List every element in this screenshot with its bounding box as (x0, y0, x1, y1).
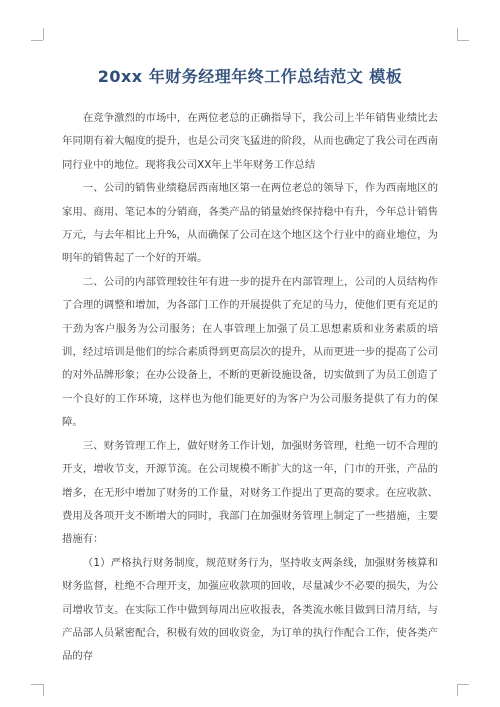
paragraph-intro: 在竞争激烈的市场中，在两位老总的正确指导下，我公司上半年销售业绩比去年同期有着大幅度的提升，也是公司突飞猛进的阶段，从而也确定了我公司在西南同行业中的地位。现将我公司XX年上半年财务工作总结 (62, 112, 438, 171)
crop-mark-bottom-left-v (43, 684, 44, 696)
crop-mark-top-right-h (457, 40, 469, 41)
paragraph-item-1: （1）严格执行财务制度，规范财务行为，坚持收支两条线，加强财务核算和财务监督，杜绝不合理开支，加强应收款项的回收，尽量减少不必要的损失，为公司增收节支。在实际工作中做到每周出应收报表，各类流水帐目做到日清月结，与产品部人员紧密配合，积极有效的回收资金，为订单的执行作配合工作，使各类产品的存 (62, 556, 438, 663)
crop-mark-bottom-right-h (457, 684, 469, 685)
paragraph-section-2: 二、公司的内部管理较往年有进一步的提升在内部管理上，公司的人员结构作了合理的调整和增加，为各部门工作的开展提供了充足的马力，使他们更有充足的干劲为客户服务为公司服务；在人事管理上加强了员工思想素质和业务素质的培训，经过培训是他们的综合素质得到更高层次的提升，从而更进一步的提高了公司的对外品牌形象；在办公设备上，不断的更新设施设备，切实做到了为员工创造了一个良好的工作环境，这样也为他们能更好的为客户为公司服务提供了有力的保障。 (62, 275, 438, 429)
paragraph-section-3: 三、财务管理工作上，做好财务工作计划，加强财务管理，杜绝一切不合理的开支，增收节支，开源节流。在公司规模不断扩大的这一年，门市的开张，产品的增多，在无形中增加了财务的工作量，对财务工作提出了更高的要求。在应收款、费用及各项开支不断增大的同时，我部门在加强财务管理上制定了一些措施，主要措施有： (62, 439, 438, 546)
paragraph-section-1: 一、公司的销售业绩稳居西南地区第一在两位老总的领导下，作为西南地区的家用、商用、笔记本的分销商，各类产品的销量始终保持稳中有升，今年总计销售万元，与去年相比上升%，从而确保了公司在这个地区这个行业中的商业地位，为明年的销售起了一个好的开端。 (62, 182, 438, 265)
crop-mark-bottom-left-h (31, 684, 43, 685)
crop-mark-top-left-h (31, 40, 43, 41)
crop-mark-bottom-right-v (457, 684, 458, 696)
document-title: 20xx 年财务经理年终工作总结范文 模板 (97, 67, 403, 86)
crop-mark-top-left-v (43, 28, 44, 40)
crop-mark-top-right-v (457, 28, 458, 40)
document-body (62, 107, 438, 669)
